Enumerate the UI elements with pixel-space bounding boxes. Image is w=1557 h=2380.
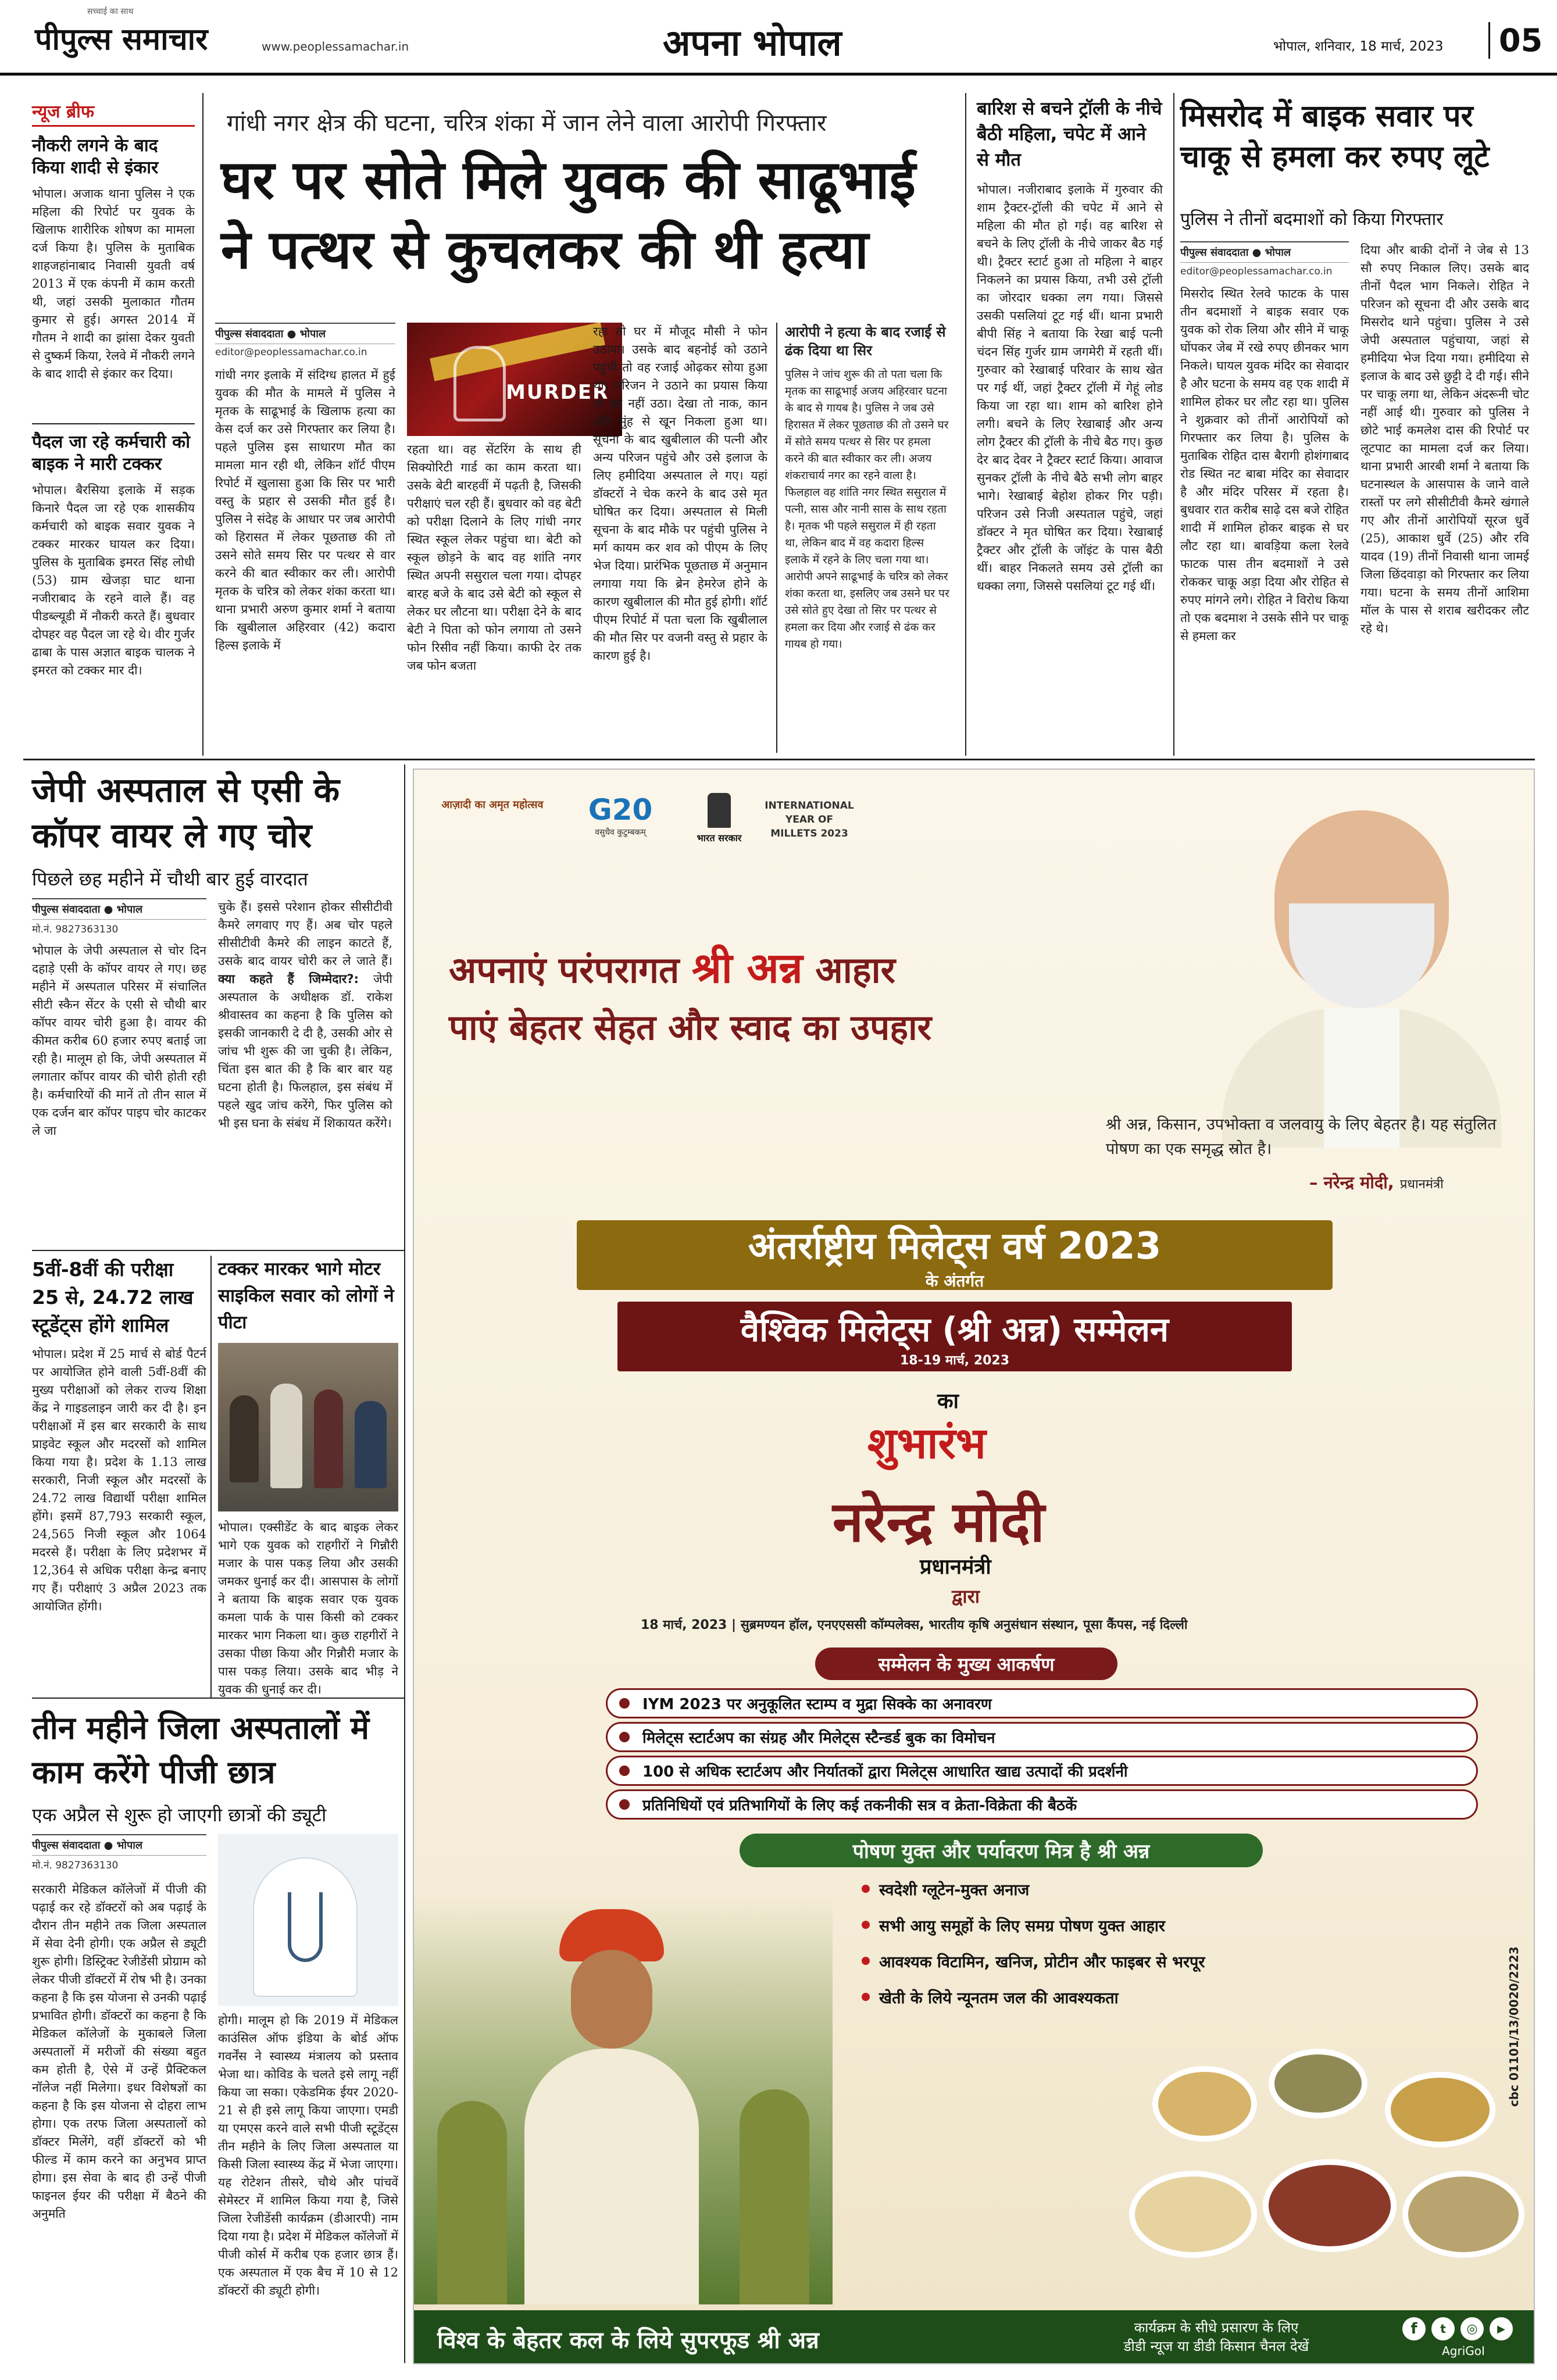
- millet-bowl: [1385, 2072, 1495, 2147]
- summit-title: वैश्विक मिलेट्स (श्री अन्न) सम्मेलन: [740, 1309, 1169, 1349]
- youtube-icon[interactable]: ▶: [1490, 2317, 1513, 2340]
- misrod-email: editor@peoplessamachar.co.in: [1180, 266, 1333, 277]
- murder-photo-text: MURDER: [506, 381, 609, 404]
- g20-logo: [565, 793, 676, 839]
- jp-phone: मो.नं. 9827363130: [32, 924, 119, 935]
- jp-story: [32, 767, 404, 1250]
- jp-col-2-label: क्या कहते हैं जिम्मेदार?:: [218, 972, 359, 986]
- instagram-icon[interactable]: ◎: [1460, 2317, 1484, 2340]
- brief-2-body: भोपाल। बैरसिया इलाके में सड़क किनारे पैदल जा रहे एक शासकीय कर्मचारी को बाइक सवार युवक ने टक्कर मारकर घायल कर दिया। पुलिस के मुताबिक इमरत सिंह लोधी (53) ग्राम खेजड़ा घाट थाना नजीराबाद के रहने वाले हैं। वह पीडब्ल्यूडी में नौकरी करते हैं। बुधवार दोपहर वह पैदल जा रहे थे। वीर गुर्जर ढाबा के पास अज्ञात बाइक चालक ने इमरत को टक्कर मार दी।: [32, 483, 195, 677]
- millet-bowl: [1263, 2159, 1397, 2252]
- ad-headline-1c: आहार: [815, 949, 896, 991]
- millets-logo: INTERNATIONAL YEAR OF MILLETS 2023: [765, 800, 854, 839]
- lead-col-3: रहा तो घर में मौजूद मौसी ने फोन उठाया। उसके बाद बहनोई को उठाने पहुंची तो वह रजाई ओढ़कर सोया हुआ था। परिजन ने उठाने का प्रयास किया तो वह नहीं उठा। देखा तो नाक, कान और मुंह से खून निकला हुआ था। सूचना के बाद खुबीलाल की पत्नी और अन्य परिजन पहुंचे और उसे इलाज के लिए हमीदिया अस्पताल ले गए। यहां डॉक्टरों ने चेक करने के बाद उसे मृत घोषित कर दिया। अस्पताल से मिली सूचना के बाद मौके पर पहुंची पुलिस ने मर्ग कायम कर शव को पीएम के लिए भेज दिया। प्रारंभिक पूछताछ में अनुमान लगाया गया कि ब्रेन हेमरेज होने के कारण खुबीलाल की मौत हुई होगी। शॉर्ट पीएम रिपोर्ट में पता चला कि खुबीलाल की मौत सिर पर वजनी वस्तु से प्रहार के कारण हुई है।: [593, 324, 767, 663]
- pg-col-1: सरकारी मेडिकल कॉलेजों में पीजी की पढ़ाई कर रहे डॉक्टरों को अब पढ़ाई के दौरान तीन महीने तक जिला अस्पताल में सेवा देनी होगी। एक अप्रैल से ड्यूटी शुरू होगी। डिस्ट्रिक्ट रेजीडेंसी प्रोग्राम को लेकर पीजी डॉक्टरों में रोष भी है। उनका कहना है कि इस योजना से उनकी पढ़ाई प्रभावित होगी। डॉक्टरों का कहना है कि मेडिकल कॉलेजों के मुकाबले जिला अस्पतालों में मरीजों की संख्या बहुत कम होती है, ऐसे में उन्हें प्रैक्टिकल नॉलेज नहीं मिलेगा। इधर विशेषज्ञों का कहना है कि इस योजना से दोहरा लाभ होगा। एक तरफ जिला अस्पतालों को डॉक्टर मिलेंगे, वहीं डॉक्टरों को भी फील्ड में काम करने का अनुभव प्राप्त होगा। इस सेवा के बाद ही उन्हें पीजी फाइनल ईयर की परीक्षा में बैठने की अनुमति: [32, 1882, 206, 2221]
- pg-phone: मो.नं. 9827363130: [32, 1860, 119, 1871]
- jp-col-1: भोपाल के जेपी अस्पताल से चोर दिन दहाड़े एसी के कॉपर वायर ले गए। छह महीने में अस्पताल परिसर में संचालित सीटी स्कैन सेंटर के एसी से चौथी बार कॉपर वायर चोरी हुआ है। वायर की कीमत करीब 60 हजार रुपए बताई जा रही है। मालूम हो कि, जेपी अस्पताल में लगातार कॉपर वायर की चोरी होती रही है। कर्मचारियों की मानें तो तीन साल में एक दर्जन बार कॉपर पाइप चोर काटकर ले जा: [32, 944, 206, 1138]
- news-brief: [32, 99, 195, 726]
- twitter-icon[interactable]: t: [1431, 2317, 1455, 2340]
- millet-bowl: [1152, 2066, 1257, 2142]
- lead-kicker: गांधी नगर क्षेत्र की घटना, चरित्र शंका में जान लेने वाला आरोपी गिरफ्तार: [227, 110, 827, 137]
- board-story: [32, 1256, 206, 1781]
- jp-subhead: पिछले छह महीने में चौथी बार हुई वारदात: [32, 868, 308, 890]
- ad-footer: [414, 2310, 1535, 2364]
- misrod-byline: पीपुल्स संवाददाता ● भोपाल: [1180, 241, 1349, 263]
- misrod-subhead: पुलिस ने तीनों बदमाशों को किया गिरफ्तार: [1180, 209, 1444, 230]
- takkar-body: भोपाल। एक्सीडेंट के बाद बाइक लेकर भागे एक युवक को राहगीरों ने गिन्नौरी मजार के पास पकड़ लिया और उसकी जमकर धुनाई कर दी। आसपास के लोगों ने बताया कि बाइक सवार एक युवक कमला पार्क के पास किसी को टक्कर मारकर भाग निकला था। कुछ राहगीरों ने उसका पीछा किया और गिन्नौरी मजार के पास पकड़ लिया। उसके बाद भीड़ ने युवक की धुनाई कर दी।: [218, 1520, 398, 1696]
- brief-2-title: पैदल जा रहे कर्मचारी को बाइक ने मारी टक्कर: [32, 423, 195, 476]
- dateline: भोपाल, शनिवार, 18 मार्च, 2023: [1273, 39, 1444, 54]
- jp-byline: पीपुल्स संवाददाता ● भोपाल: [32, 898, 206, 920]
- azadi-logo: आज़ादी का अमृत महोत्सव: [441, 799, 544, 811]
- benefit-text: सभी आयु समूहों के लिए समग्र पोषण युक्त आहार: [879, 1917, 1165, 1935]
- pg-byline: पीपुल्स संवाददाता ● भोपाल: [32, 1834, 206, 1856]
- crowd-photo: [218, 1343, 398, 1511]
- ad-footer-right-2: डीडी न्यूज या डीडी किसान चैनल देखें: [1123, 2338, 1309, 2354]
- masthead-tagline: सच्चाई का साथ: [87, 7, 134, 16]
- attraction-bullet: [619, 1799, 630, 1810]
- pg-col-2: होगी। मालूम हो कि 2019 में मेडिकल काउंसिल ऑफ इंडिया के बोर्ड ऑफ गवर्नेंस ने स्वास्थ्य मंत्रालय को प्रस्ताव भेजा था। कोविड के चलते इसे लागू नहीं किया जा सका। एकेडमिक ईयर 2020-21 से ही इसे लागू किया जाएगा। एमडी या एमएस करने वाले सभी पीजी स्टूडेंट्स तीन महीने के लिए जिला अस्पताल या किसी जिला स्वास्थ्य केंद्र में भेजा जाएगा। यह रोटेशन तीसरे, चौथे और पांचवें सेमेस्टर में शामिल किया गया है, जिसे जिला रेजीडेंसी कार्यक्रम (डीआरपी) नाम दिया गया है। प्रदेश में मेडिकल कॉलेजों में पीजी कोर्स में करीब एक हजार छात्र हैं। एक अस्पताल में एक बैच में 10 से 12 डॉक्टरों की ड्यूटी होगी।: [218, 2013, 398, 2297]
- millets-ad: [413, 769, 1535, 2364]
- attraction-item: [606, 1756, 1478, 1786]
- attraction-text: IYM 2023 पर अनुकूलित स्टाम्प व मुद्रा सिक्के का अनावरण: [642, 1696, 992, 1713]
- masthead-url: www.peoplessamachar.in: [262, 40, 409, 53]
- attraction-bullet: [619, 1732, 630, 1742]
- attraction-item: [606, 1722, 1478, 1752]
- benefits-title: पोषण युक्त और पर्यावरण मित्र है श्री अन्न: [740, 1834, 1263, 1867]
- facebook-icon[interactable]: f: [1402, 2317, 1426, 2340]
- brand-logo: पीपुल्स समाचार: [35, 22, 208, 57]
- lead-email: editor@peoplessamachar.co.in: [215, 346, 367, 358]
- misrod-headline: मिसरोद में बाइक सवार पर चाकू से हमला कर रुपए लूटे: [1180, 99, 1490, 174]
- benefit-text: खेती के लिये न्यूनतम जल की आवश्यकता: [879, 1989, 1119, 2007]
- benefit-text: स्वदेशी ग्लूटेन-मुक्त अनाज: [879, 1881, 1030, 1899]
- quote-author: – नरेन्द्र मोदी,: [1309, 1173, 1394, 1192]
- attraction-bullet: [619, 1766, 630, 1776]
- lead-headline: घर पर सोते मिले युवक की साढूभाई ने पत्थर से कुचलकर की थी हत्या: [221, 149, 916, 281]
- benefit-bullet: [862, 1921, 870, 1929]
- jp-col-2-text: चुके हैं। इससे परेशान होकर सीसीटीवी कैमरे लगवाए गए हैं। अब चोर पहले सीसीटीवी कैमरे की लाइन काटते हैं, उसके बाद वायर चोरी कर ले जाते हैं।: [218, 900, 392, 968]
- pm-designation: प्रधानमंत्री: [920, 1555, 991, 1579]
- g20-text: G20: [588, 793, 653, 827]
- pg-subhead: एक अप्रैल से शुरू हो जाएगी छात्रों की ड्यूटी: [32, 1804, 327, 1826]
- farmer-photo: [414, 1897, 833, 2304]
- benefits-list: [862, 1877, 1385, 2009]
- misrod-story: [1180, 96, 1529, 756]
- jp-col-2-rest: जेपी अस्पताल के अधीक्षक डॉ. राकेश श्रीवास्तव का कहना है कि पुलिस को इसकी जानकारी दे दी है, उसकी ओर से जांच भी शुरू की जा चुकी है। लेकिन, चिंता इस बात की है कि बार बार यह घटना होती है। फिलहाल, इस संबंध में पहले खुद जांच करेंगे, फिर पुलिस को भी इस घना के संबंध में शिकायत करेंगे।: [218, 972, 392, 1130]
- murder-photo: [407, 323, 622, 436]
- attractions-list: [606, 1688, 1478, 1820]
- trolley-story: [977, 96, 1163, 733]
- summit-date: 18-19 मार्च, 2023: [899, 1353, 1010, 1368]
- trolley-headline: बारिश से बचने ट्रॉली के नीचे बैठी महिला, चपेट में आने से मौत: [977, 98, 1162, 170]
- section-title: अपना भोपाल: [663, 22, 842, 64]
- millet-bowl: [1402, 2171, 1524, 2258]
- venue-line: 18 मार्च, 2023 | सुब्रमण्यन हॉल, एनएएससी कॉम्पलेक्स, भारतीय कृषि अनुसंधान संस्थान, पूसा कैंपस, नई दिल्ली: [641, 1618, 1188, 1632]
- attraction-item: [606, 1688, 1478, 1718]
- attraction-text: 100 से अधिक स्टार्टअप और निर्यातकों द्वारा मिलेट्स आधारित खाद्य उत्पादों की प्रदर्शनी: [642, 1763, 1128, 1781]
- millet-bowl: [1269, 2049, 1367, 2118]
- trolley-body: भोपाल। नजीराबाद इलाके में गुरुवार की शाम ट्रैक्टर-ट्रॉली की चपेट में आने से महिला की मौत हो गई। वह बारिश से बचने के लिए ट्रॉली के नीचे जाकर बैठ गई थी। ट्रैक्टर स्टार्ट हुआ तो महिला ने बाहर निकलने का प्रयास किया, तभी उसे ट्रॉली का जोरदार धक्का लग गया। जिससे उसकी पसलियां टूट गई थीं। थाना प्रभारी बीपी सिंह ने बताया कि रेखा बाई पत्नी चंदन सिंह गुर्जर ग्राम जगमेरी में रहती थीं। गुरुवार को रेखाबाई परिवार के साथ खेत पर गई थीं, जहां ट्रैक्टर ट्रॉली में गेहूं लोड किया जा रहा था। शाम को बारिश होने लगी। बचने के लिए रेखाबाई और अन्य लोग ट्रैक्टर की ट्रॉली के नीचे बैठ गए। कुछ देर बाद देवर ने ट्रैक्टर स्टार्ट किया। आवाज सुनकर ट्रॉली के नीचे बैठे सभी लोग बाहर भागे। रेखाबाई बेहोश होकर गिर पड़ी। परिजन उसे निजी अस्पताल पहुंचे, जहां डॉक्टर ने मृत घोषित कर दिया। रेखाबाई ट्रैक्टर और ट्रॉली के जॉइंट के पास बैठी थीं। बाहर निकलते समय उसे ट्रॉली का धक्का लगा, जिससे पसलियां टूट गई थीं।: [977, 183, 1163, 593]
- board-body: भोपाल। प्रदेश में 25 मार्च से बोर्ड पैटर्न पर आयोजित होने वाली 5वीं-8वीं की मुख्य परीक्षाओं को लेकर राज्य शिक्षा केंद्र ने गाइडलाइन जारी कर दी है। इन परीक्षाओं में इस बार सरकारी के साथ प्राइवेट स्कूल और मदरसों को शामिल किया गया है। प्रदेश के 1.13 लाख सरकारी, निजी स्कूल और मदरसों के 24.72 लाख विद्यार्थी परीक्षा शामिल होंगे। इसमें 87,793 सरकारी स्कूल, 24,565 निजी स्कूल और 1064 मदरसे हैं। परीक्षा के लिए प्रदेशभर में 12,364 से अधिक परीक्षा केन्द्र बनाए गए हैं। परीक्षाएं 3 अप्रैल 2023 तक आयोजित होंगी।: [32, 1347, 206, 1613]
- brief-1-body: भोपाल। अजाक थाना पुलिस ने एक महिला की रिपोर्ट पर युवक के खिलाफ शारीरिक शोषण का मामला दर्ज किया है। पुलिस के मुताबिक शाहजहांनाबाद निवासी युवती वर्ष 2013 में एक कंपनी में काम करती थी, जहां उसकी मुलाकात गौतम कुमार से हुई। अगस्त 2014 में गौतम ने शादी का झांसा देकर युवती से दुष्कर्म किया, रेलवे में नौकरी लगने के बाद शादी से इंकार कर दिया।: [32, 187, 195, 381]
- board-headline: 5वीं-8वीं की परीक्षा 25 से, 24.72 लाख स्टूडेंट्स होंगे शामिल: [32, 1258, 194, 1336]
- takkar-story: [218, 1256, 398, 1719]
- ad-headline-1b: श्री अन्न: [691, 944, 803, 992]
- brief-1-title: नौकरी लगने के बाद किया शादी से इंकार: [32, 135, 159, 178]
- social-handle: AgriGoI: [1442, 2344, 1485, 2358]
- news-brief-label: न्यूज ब्रीफ: [32, 99, 195, 127]
- attraction-text: प्रतिनिधियों एवं प्रतिभागियों के लिए कई तकनीकी सत्र व क्रेता-विक्रेता की बैठकें: [642, 1797, 1077, 1814]
- benefit-bullet: [862, 1957, 870, 1965]
- emblem-logo: [687, 793, 751, 844]
- ad-footer-right: [1054, 2318, 1379, 2356]
- millet-bowls: [1129, 2049, 1535, 2316]
- ad-headline-1: [449, 938, 895, 995]
- summit-band: [617, 1302, 1292, 1371]
- lead-sidebar-title: आरोपी ने हत्या के बाद रजाई से ढंक दिया था सिर: [785, 324, 946, 359]
- benefit-item: [862, 1913, 1385, 1936]
- benefit-item: [862, 1985, 1385, 2009]
- lead-col-2: रहता था। वह सेंटरिंग के साथ ही सिक्योरिटी गार्ड का काम करता था। उसके बेटी बारहवीं में पढ़ती है, जिसकी परीक्षाएं चल रही हैं। बुधवार को वह बेटी को परीक्षा दिलाने के लिए गांधी नगर स्थित स्कूल लेकर पहुंचा था। बेटी को स्कूल छोड़ने के बाद वह शांति नगर स्थित अपनी ससुराल चला गया। दोपहर बारह बजे के बाद उसे बेटी को स्कूल से लेकर घर लौटना था। परीक्षा देने के बाद बेटी ने पिता को फोन लगाया तो उसने फोन रिसीव नहीं किया। काफी देर तक जब फोन बजता: [407, 442, 581, 673]
- pg-story: [32, 1706, 404, 2369]
- gov-india-text: भारत सरकार: [697, 832, 742, 844]
- quote-role: प्रधानमंत्री: [1399, 1177, 1444, 1192]
- dwara-text: द्वारा: [952, 1585, 980, 1607]
- jp-col-2: [218, 898, 392, 1238]
- ad-headline-1a: अपनाएं परंपरागत: [449, 949, 680, 991]
- lead-sidebar-body: पुलिस ने जांच शुरू की तो पता चला कि मृतक का साढूभाई अजय अहिरवार घटना के बाद से गायब है। पुलिस ने जब उसे हिरासत में लेकर पूछताछ की तो उसने घर में सोते समय पत्थर से सिर पर हमला करने की बात स्वीकार कर ली। अजय शंकराचार्य नगर का रहने वाला है। फिलहाल वह शांति नगर स्थित ससुराल में पत्नी, सास और नानी सास के साथ रहता है। मृतक भी पहले ससुराल में ही रहता था, लेकिन बाद में वह कदारा हिल्स इलाके में रहने के लिए चला गया था। आरोपी अपने साढूभाई के चरित्र को लेकर शंका करता था, इसलिए जब उसने घर पर उसे सोते हुए देखा तो सिर पर पत्थर से हमला कर दिया और रजाई से ढंक कर गायब हो गया।: [785, 368, 949, 651]
- lead-byline: पीपुल्स संवाददाता ● भोपाल: [215, 323, 395, 344]
- ad-footer-left: विश्व के बेहतर कल के लिये सुपरफूड श्री अन्न: [437, 2327, 819, 2354]
- ka-text: का: [937, 1389, 959, 1413]
- pm-name: नरेन्द्र मोदी: [833, 1489, 1045, 1554]
- attractions-title: सम्मेलन के मुख्य आकर्षण: [815, 1648, 1117, 1680]
- ad-headline-2: पाएं बेहतर सेहत और स्वाद का उपहार: [449, 1007, 932, 1048]
- ad-code: cbc 01101/13/0020/2223: [1507, 1946, 1521, 2107]
- social-icons: [1402, 2317, 1524, 2358]
- pg-headline: तीन महीने जिला अस्पतालों में काम करेंगे पीजी छात्र: [32, 1710, 370, 1791]
- inauguration-text: शुभारंभ: [867, 1418, 986, 1468]
- doctor-photo: [218, 1834, 398, 2006]
- millets-year-title: अंतर्राष्ट्रीय मिलेट्स वर्ष 2023: [748, 1224, 1162, 1268]
- benefit-bullet: [862, 1885, 870, 1893]
- millets-year-sub: के अंतर्गत: [925, 1271, 984, 1291]
- misrod-col-2: दिया और बाकी दोनों ने जेब से 13 सौ रुपए निकाल लिए। उसके बाद तीनों पैदल भाग निकले। रोहित ने परिजन को सूचना दी और उसके बाद मिसरोद थाने पहुंचा। पुलिस ने उसे जेपी अस्पताल पहुंचाया, जहां से हमीदिया भेज दिया गया। हमीदिया से इलाज के बाद उसे छुट्टी दे दी गई। सीने पर चाकू लगा था, लेकिन अंदरूनी चोट नहीं आई थी। गुरुवार को पुलिस ने छोटे भाई कमलेश दास की रिपोर्ट पर लूटपाट का मामला दर्ज कर लिया। थाना प्रभारी आरबी शर्मा ने बताया कि घटनास्थल के आसपास के जाने वाले रास्तों पर लगे सीसीटीवी कैमरे खंगाले गए और तीनों आरोपियों सूरज धुर्वे (25), आकाश धुर्वे (25) और रवि यादव (19) तीनों निवासी थाना जामई जिला छिंदवाड़ा को गिरफ्तार कर लिया गया। घटना के समय तीनों आशिमा मॉल के पास से शराब खरीदकर लौट रहे थे।: [1360, 241, 1529, 756]
- pm-quote: श्री अन्न, किसान, उपभोक्ता व जलवायु के लिए बेहतर है। यह संतुलित पोषण का एक समृद्ध स्रोत है।: [1106, 1116, 1497, 1158]
- takkar-headline: टक्कर मारकर भागे मोटर साइकिल सवार को लोगों ने पीटा: [218, 1259, 394, 1333]
- pm-portrait: [1222, 787, 1501, 1148]
- lead-col-1: गांधी नगर इलाके में संदिग्ध हालत में हुई युवक की मौत के मामले में पुलिस ने मृतक के साढूभाई के खिलाफ हत्या का केस दर्ज कर उसे गिरफ्तार कर लिया है। पहले पुलिस इस साधारण मौत का मामला मान रही थी, लेकिन शॉर्ट पीएम रिपोर्ट में खुलासा हुआ कि सिर पर भारी वस्तु के प्रहार से उसकी मौत हुई है। पुलिस ने संदेह के आधार पर जब आरोपी को हिरासत में लेकर पूछताछ की तो उसने सोते समय सिर पर पत्थर से वार करने की बात स्वीकार कर ली। आरोपी मृतक के चरित्र को लेकर शंका करता था। थाना प्रभारी अरुण कुमार शर्मा ने बताया कि खुबीलाल अहिरवार (42) कदारा हिल्स इलाके में: [215, 368, 395, 652]
- ad-footer-right-1: कार्यक्रम के सीधे प्रसारण के लिए: [1134, 2320, 1299, 2336]
- benefit-item: [862, 1877, 1385, 1900]
- jp-headline: जेपी अस्पताल से एसी के कॉपर वायर ले गए चोर: [32, 770, 340, 855]
- lead-story: [215, 93, 956, 756]
- benefit-text: आवश्यक विटामिन, खनिज, प्रोटीन और फाइबर से भरपूर: [879, 1953, 1205, 1971]
- benefit-item: [862, 1949, 1385, 1972]
- millets-year-band: [577, 1220, 1333, 1290]
- benefit-bullet: [862, 1993, 870, 2001]
- attraction-text: मिलेट्स स्टार्टअप का संग्रह और मिलेट्स स्टैन्डर्ड बुक का विमोचन: [642, 1729, 995, 1747]
- emblem-icon: [708, 793, 731, 828]
- misrod-col-1: मिसरोद स्थित रेलवे फाटक के पास तीन बदमाशों ने बाइक सवार एक युवक को रोक लिया और सीने में चाकू घोंपकर जेब में रखे रुपए छीनकर भाग निकले। घायल युवक मंदिर का सेवादार है और घटना के समय वह एक शादी में शामिल होकर घर लौट रहा था। पुलिस ने शुक्रवार को तीनों आरोपियों को गिरफ्तार कर लिया है। पुलिस के मुताबिक रोहित दास बैरागी होशंगाबाद रोड स्थित नट बाबा मंदिर का सेवादार है और मंदिर परिसर में रहता है। बुधवार रात करीब साढ़े दस बजे रोहित शादी में शामिल होकर बाइक से घर लौट रहा था। बावड़िया कला रेलवे फाटक पास तीन बदमाशों ने उसे रोककर चाकू अड़ा दिया और रोहित से रुपए मांगने लगे। रोहित ने विरोध किया तो एक बदमाश ने उसके सीने पर चाकू से हमला कर: [1180, 287, 1349, 643]
- millet-bowl: [1129, 2171, 1257, 2258]
- g20-sub: वसुधैव कुटुम्बकम्: [595, 828, 646, 837]
- page-number: 05: [1488, 22, 1542, 59]
- masthead: [0, 0, 1557, 76]
- attraction-bullet: [619, 1698, 630, 1709]
- attraction-item: [606, 1789, 1478, 1820]
- quote-attribution: [1309, 1171, 1444, 1193]
